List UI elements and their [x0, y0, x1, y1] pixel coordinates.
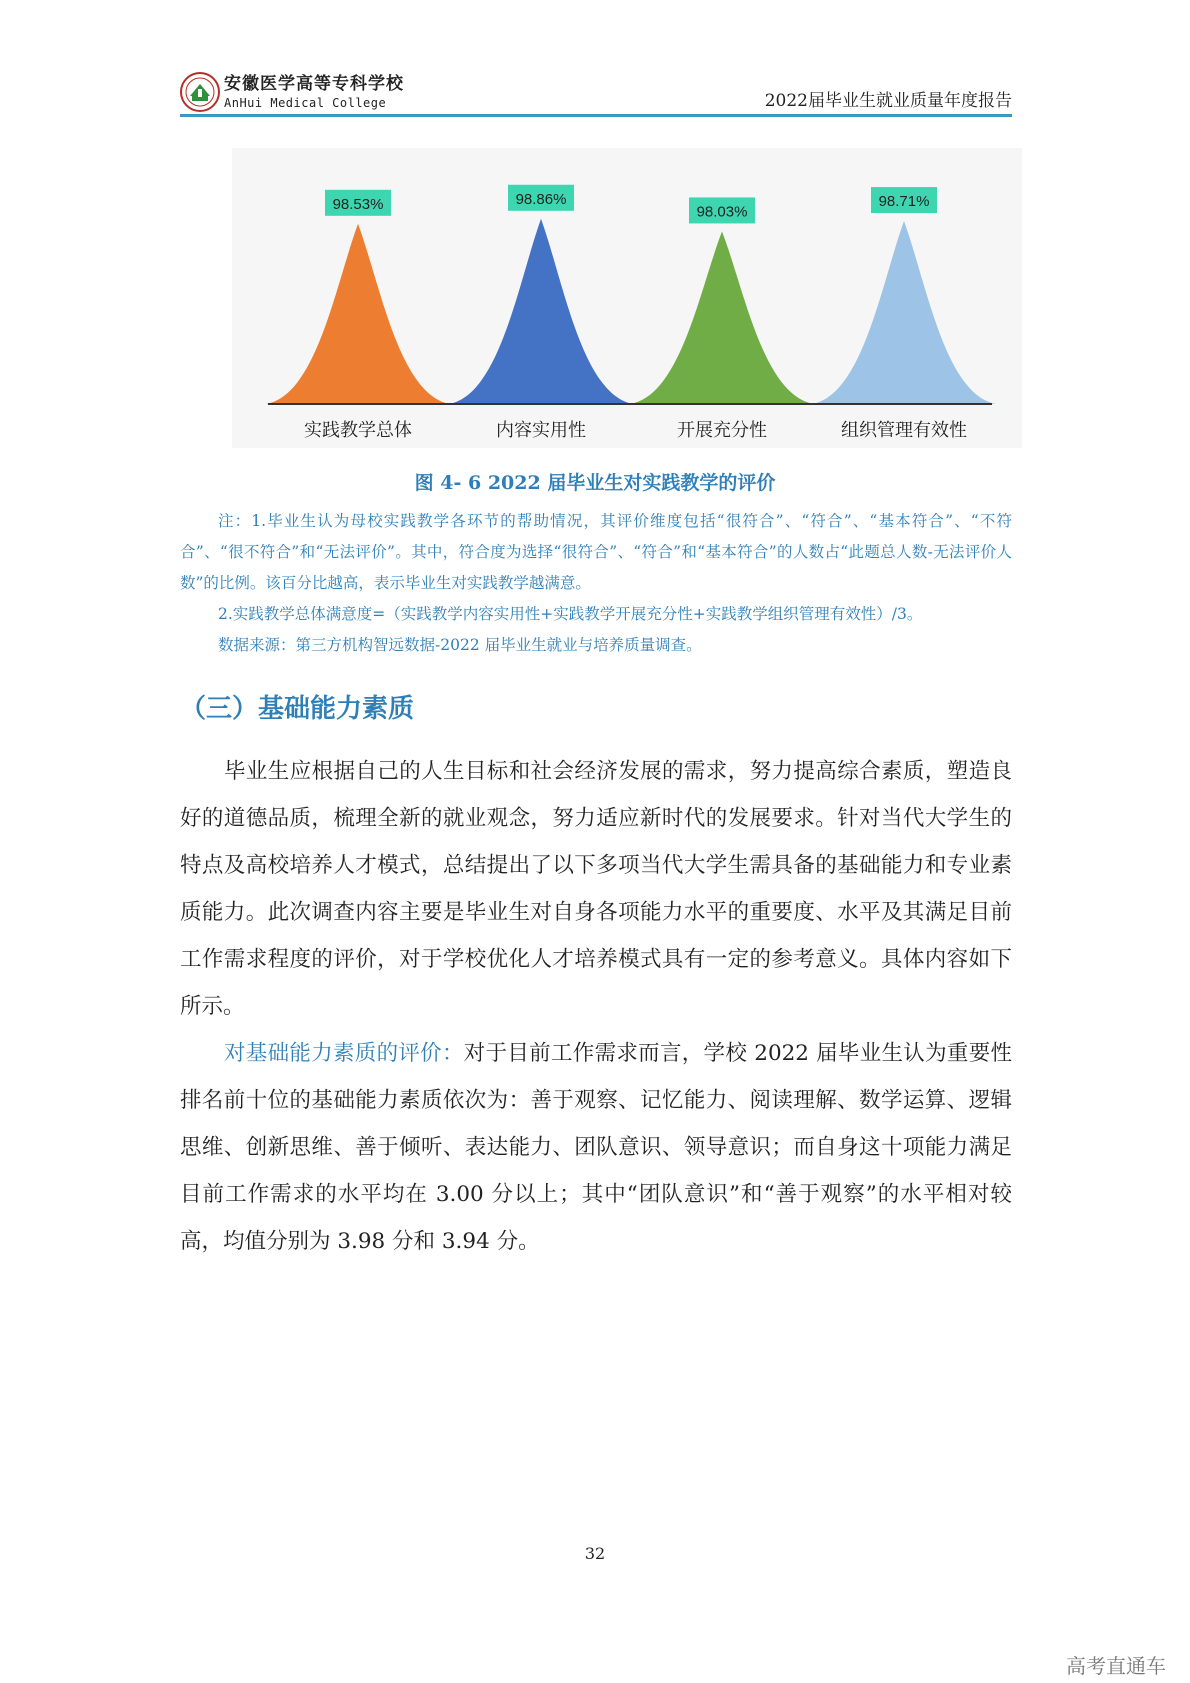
peak-3 — [630, 231, 814, 404]
category-label-4: 组织管理有效性 — [841, 420, 967, 441]
value-label-3: 98.03% — [696, 203, 748, 221]
note-2: 2.实践教学总体满意度=（实践教学内容实用性+实践教学开展充分性+实践教学组织管理有效性）/3。 — [218, 605, 923, 623]
value-label-2: 98.86% — [515, 190, 567, 208]
category-label-2: 内容实用性 — [496, 420, 586, 441]
figure-notes — [180, 506, 1012, 661]
paragraph-2 — [180, 1030, 1012, 1265]
value-label-1: 98.53% — [332, 195, 384, 213]
header-divider — [180, 114, 1012, 117]
body-text — [180, 748, 1012, 1265]
peak-1 — [266, 224, 450, 404]
paragraph-2-text: 对于目前工作需求而言，学校 2022 届毕业生认为重要性排名前十位的基础能力素质依次为：善于观察、记忆能力、阅读理解、数学运算、逻辑思维、创新思维、善于倾听、表达能力、团队意识、领导意识；而自身这十项能力满足目前工作需求的水平均在 3.00 分以上；其中“团队意识”和“善于观察”的水平相对较高，均值分别为 3.98 分和 3.94 分。 — [180, 1041, 1012, 1254]
value-label-4: 98.71% — [878, 193, 930, 211]
school-seal-icon — [180, 72, 220, 112]
watermark: 高考直通车 — [1066, 1654, 1166, 1678]
practice-teaching-chart — [232, 148, 1022, 448]
category-label-1: 实践教学总体 — [304, 420, 412, 441]
peak-4 — [812, 221, 996, 404]
school-logo — [180, 72, 404, 112]
section-title: （三）基础能力素质 — [180, 694, 415, 724]
report-title: 2022届毕业生就业质量年度报告 — [764, 91, 1012, 111]
page-header — [180, 68, 1012, 114]
note-1: 注：1.毕业生认为母校实践教学各环节的帮助情况，其评价维度包括“很符合”、“符合”、“基本符合”、“不符合”、“很不符合”和“无法评价”。其中，符合度为选择“很符合”、“符合”和“基本符合”的人数占“此题总人数-无法评价人数”的比例。该百分比越高，表示毕业生对实践教学越满意。 — [180, 512, 1012, 592]
paragraph-1: 毕业生应根据自己的人生目标和社会经济发展的需求，努力提高综合素质，塑造良好的道德品质，梳理全新的就业观念，努力适应新时代的发展要求。针对当代大学生的特点及高校培养人才模式，总结提出了以下多项当代大学生需具备的基础能力和专业素质能力。此次调查内容主要是毕业生对自身各项能力水平的重要度、水平及其满足目前工作需求程度的评价，对于学校优化人才培养模式具有一定的参考意义。具体内容如下所示。 — [180, 759, 1012, 1019]
figure-caption: 图 4- 6 2022 届毕业生对实践教学的评价 — [414, 472, 776, 494]
data-source: 数据来源：第三方机构智远数据-2022 届毕业生就业与培养质量调查。 — [218, 636, 702, 654]
peak-2 — [449, 219, 633, 404]
school-name-cn: 安徽医学高等专科学校 — [224, 73, 404, 94]
category-label-3: 开展充分性 — [677, 420, 767, 441]
paragraph-2-highlight: 对基础能力素质的评价： — [224, 1041, 464, 1066]
page-number: 32 — [584, 1544, 606, 1563]
school-name-en: AnHui Medical College — [224, 95, 387, 110]
chart-canvas — [232, 148, 1022, 448]
